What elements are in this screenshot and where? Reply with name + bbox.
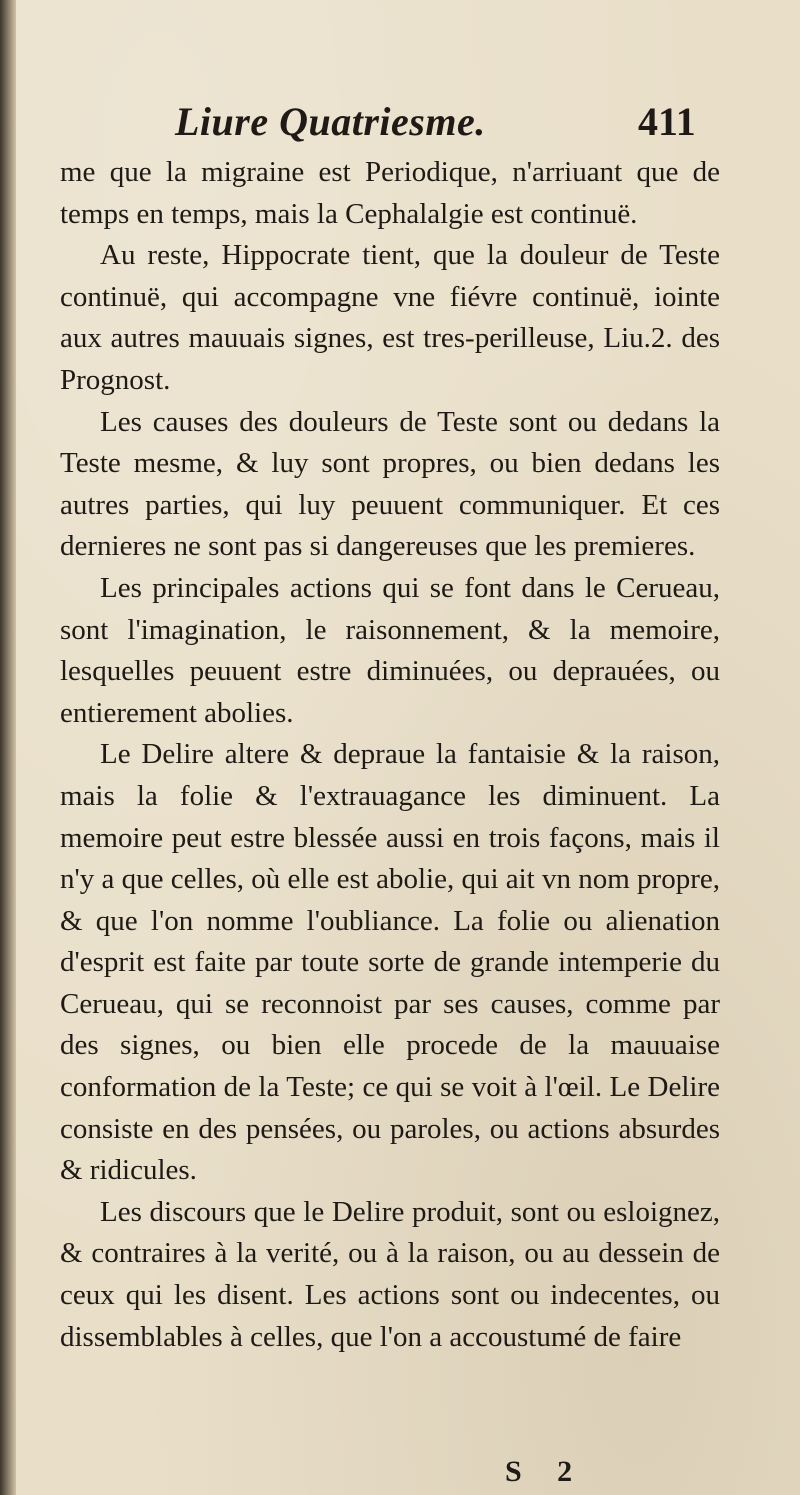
running-head: Liure Quatriesme. xyxy=(175,99,486,144)
paragraph-continuation: me que la migraine est Periodique, n'arriuant que de temps en temps, mais la Cephalalgie est continuë. xyxy=(60,156,720,230)
body-text xyxy=(60,152,720,1358)
paragraph-hippocrate: Au reste, Hippocrate tient, que la douleur de Teste continuë, qui accompagne vne fiévre continuë, iointe aux autres mauuais signes, est tres-perilleuse, Liu.2. des Prognost. xyxy=(60,239,720,396)
page-header xyxy=(0,96,800,156)
page-footer xyxy=(0,1455,800,1495)
paragraph-causes: Les causes des douleurs de Teste sont ou dedans la Teste mesme, & luy sont propres, ou bien dedans les autres parties, qui luy peuuent communiquer. Et ces dernieres ne sont pas si dangereuses que les premieres. xyxy=(60,405,720,563)
page-number: 411 xyxy=(638,99,696,144)
signature-mark: S 2 xyxy=(505,1455,587,1488)
paragraph-actions-cerueau: Les principales actions qui se font dans le Cerueau, sont l'imagination, le raisonnement, & la memoire, lesquelles peuuent estre diminuées, ou deprauées, ou entierement abolies. xyxy=(60,571,720,729)
paragraph-delire: Le Delire altere & depraue la fantaisie & la raison, mais la folie & l'extrauagance les diminuent. La memoire peut estre blessée aussi en trois façons, mais il n'y a que celles, où elle est abolie, qui ait vn nom propre, & que l'on nomme l'oubliance. La folie ou alienation d'esprit est faite par toute sorte de grande intemperie du Cerueau, qui se reconnoist par ses causes, comme par des signes, ou bien elle procede de la mauuaise conformation de la Teste; ce qui se voit à l'œil. Le Delire consiste en des pensées, ou paroles, ou actions absurdes & ridicules. xyxy=(60,738,720,1187)
paragraph-discours: Les discours que le Delire produit, sont ou esloignez, & contraires à la verité, ou à la raison, ou au dessein de ceux qui les disent. Les actions sont ou indecentes, ou dissemblables à celles, que l'on a accoustumé de faire xyxy=(60,1195,720,1353)
binding-edge xyxy=(0,0,16,1495)
